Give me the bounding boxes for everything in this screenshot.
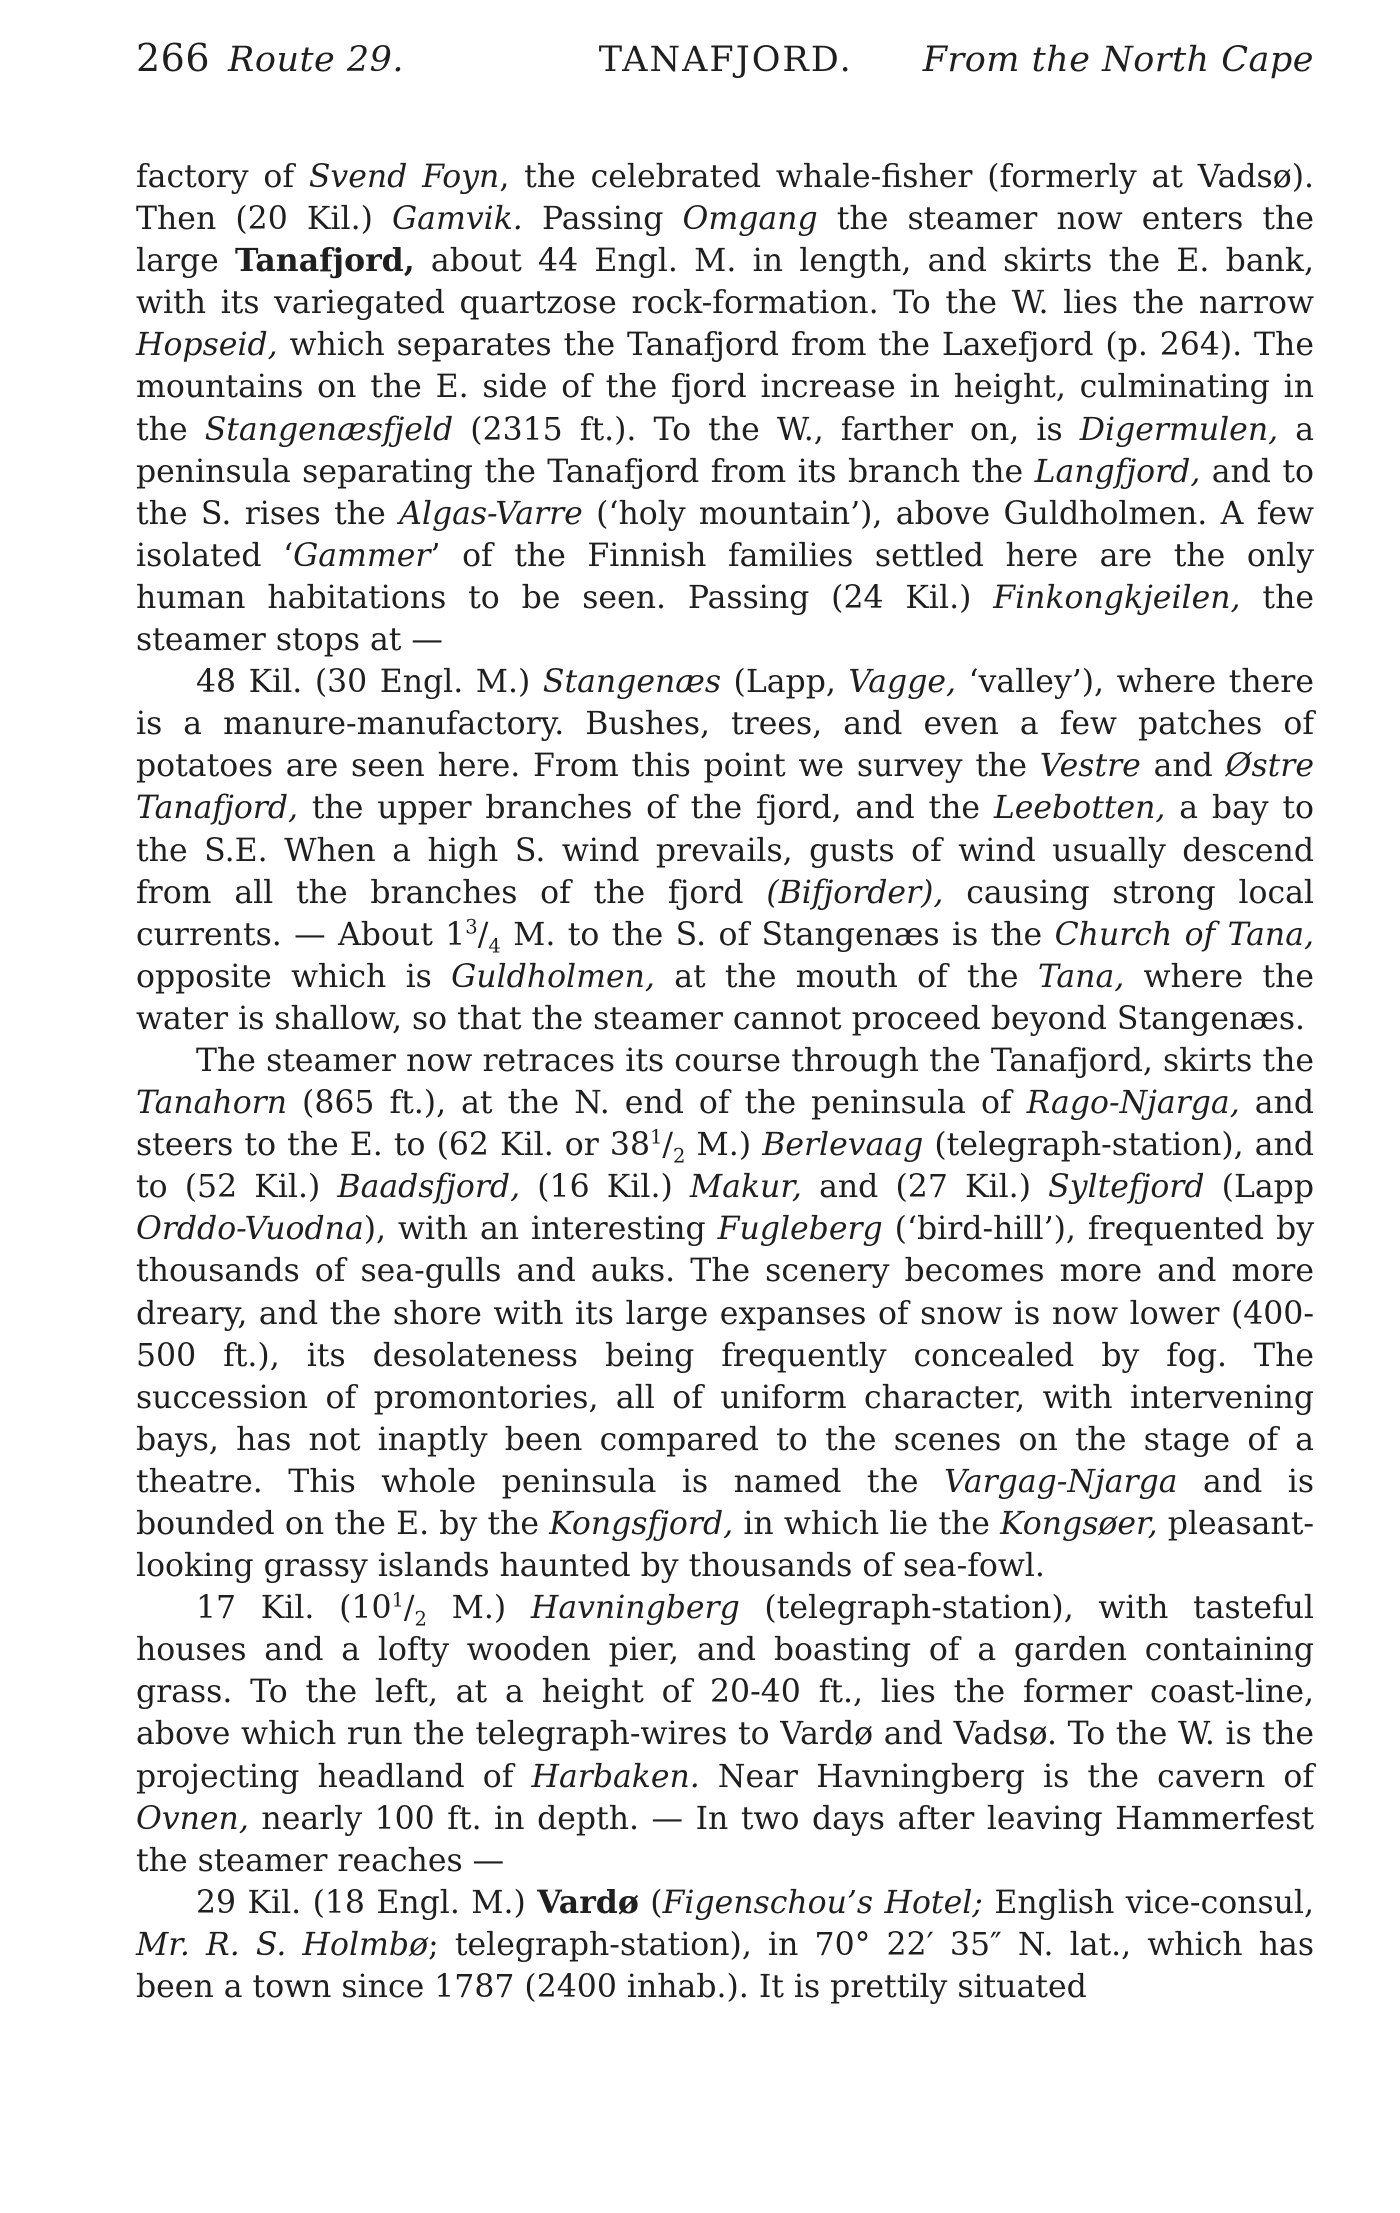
italic-run: Omgang [682, 201, 818, 238]
text-run: ’ of the Finnish families settled here are the only human habitations to be seen. Passing (24 Kil.) [136, 537, 1314, 616]
italic-run: Leebotten, [993, 790, 1166, 827]
paragraph-1 [136, 156, 1314, 661]
text-run: English vice-consul, [982, 1884, 1315, 1921]
body-text [136, 156, 1314, 2008]
text-run: / [477, 916, 489, 953]
paragraph-3 [136, 1040, 1314, 1587]
text-run: M.) [685, 1127, 763, 1164]
header-left [136, 36, 404, 80]
book-page [136, 36, 1314, 2008]
fraction-denominator: 2 [673, 1144, 686, 1168]
italic-run: Mr. R. S. Holmbø [136, 1926, 429, 1963]
paragraph-5 [136, 1882, 1314, 2008]
italic-run: Kongsfjord, [549, 1506, 734, 1542]
italic-run: Stangenæs [542, 664, 722, 701]
running-header [136, 36, 1314, 94]
route-label: Route 29. [228, 40, 405, 80]
italic-run: Kongsøer, [1000, 1506, 1158, 1542]
text-run: and [1140, 748, 1226, 785]
text-run: where the water is shallow, so that the steamer cannot proceed beyond Stangenæs. [136, 958, 1314, 1037]
running-head: From the North Cape [922, 40, 1314, 80]
text-run: nearly 100 ft. in depth. — In two days after leaving Hammerfest the steamer reaches — [136, 1800, 1314, 1879]
italic-run: Stangenæsfjeld [204, 411, 454, 448]
text-run: 17 Kil. (10 [196, 1590, 392, 1627]
text-run: / [662, 1127, 674, 1164]
text-run: (telegraph-station), with tasteful houses and a lofty wooden pier, and boasting of a garden containing grass. To the left, at a height of 20-40 ft., lies the former coast-line, above which run the telegraph-wires to Vardø and Vadsø. To the W. is the projecting headland of [136, 1590, 1314, 1795]
italic-run: Gammer [293, 537, 431, 574]
italic-run: Gamvik. [392, 201, 523, 238]
italic-run: Algas-Varre [399, 495, 583, 532]
text-run: Near Havningberg is the cavern of [699, 1758, 1315, 1795]
paragraph-4 [136, 1587, 1314, 1882]
italic-run: (Bifjorder), [766, 874, 944, 911]
italic-run: Syltefjord [1048, 1169, 1205, 1206]
italic-run: Rago-Njarga, [1026, 1085, 1240, 1122]
text-run: (865 ft.), at the N. end of the peninsula of [287, 1085, 1027, 1122]
text-run: (‘bird-hill’), frequented by thousands of sea-gulls and auks. The scenery becomes more and more dreary, and the shore with its large expanses of snow is now lower (400-500 ft.), its desolateness being frequently concealed by fog. The succession of promontories, all of uniform character, with intervening bays, has not inaptly been compared to the scenes on the stage of a theatre. This whole peninsula is named the [136, 1211, 1314, 1500]
italic-run: Guldholmen, [451, 958, 655, 995]
text-run: and is bounded on the E. by the [136, 1463, 1314, 1542]
text-run: in which lie the [733, 1506, 1001, 1542]
bold-run: Tanafjord, [234, 242, 415, 280]
text-run: ; telegraph-station), in 70° 22′ 35″ N. lat., which has been a town since 1787 (2400 inhab.). It is prettily situated [136, 1926, 1314, 2006]
italic-run: Church of Tana, [1054, 916, 1314, 953]
bold-run: Vardø [537, 1883, 639, 1921]
italic-run: Tanahorn [136, 1085, 288, 1122]
text-run: which separates the Tanafjord from the Laxefjord (p. 264). The mountains on the E. side of the fjord increase in height, culminating in the [136, 327, 1314, 448]
text-run: (telegraph-station), and to (52 Kil.) [136, 1127, 1314, 1206]
italic-run: Figenschou’s Hotel; [662, 1884, 983, 1921]
text-run: the upper branches of the fjord, and the [298, 790, 994, 827]
text-run: the steamer stops at — [136, 579, 1314, 659]
fraction-numerator: 1 [391, 1588, 404, 1612]
text-run: a peninsula separating the Tanafjord from its branch the [136, 411, 1314, 490]
text-run: factory of [136, 159, 309, 195]
text-run: , the celebrated whale-fisher (formerly at Vadsø). Then (20 Kil.) [136, 159, 1314, 238]
fraction-numerator: 3 [465, 915, 478, 939]
italic-run: Orddo-Vuodna [136, 1211, 364, 1248]
italic-run: Vagge, [848, 664, 957, 701]
fraction-denominator: 2 [414, 1607, 427, 1631]
text-run: Passing [522, 201, 683, 238]
fraction-numerator: 1 [650, 1125, 663, 1149]
text-run: ), with an interesting [363, 1211, 718, 1248]
text-run: (Lapp [1204, 1169, 1314, 1206]
text-run: ‘valley’), where there is a manure-manufactory. Bushes, trees, and even a few patches of potatoes are seen here. From this point we survey the [136, 664, 1314, 785]
text-run: causing strong local currents. — About 1 [136, 874, 1314, 953]
italic-run: Fugleberg [717, 1211, 883, 1248]
text-run: 48 Kil. (30 Engl. M.) [196, 664, 543, 701]
italic-run: Langfjord, [1034, 453, 1201, 490]
italic-run: Hopseid, [136, 327, 278, 364]
text-run: and (27 Kil.) [801, 1169, 1049, 1206]
text-run: at the mouth of the [654, 958, 1038, 995]
text-run: the steamer now enters the large [136, 201, 1314, 280]
text-run: a bay to the S.E. When a high S. wind prevails, gusts of wind usually descend from all the branches of the fjord [136, 790, 1315, 911]
italic-run: Vestre [1039, 748, 1141, 785]
text-run: (Lapp, [721, 664, 849, 701]
text-run: / [403, 1590, 415, 1627]
fraction-denominator: 4 [488, 933, 501, 957]
italic-run: Ovnen, [136, 1800, 249, 1837]
italic-run: Digermulen, [1079, 411, 1279, 448]
italic-run: Havningberg [530, 1590, 740, 1627]
page-number: 266 [136, 36, 211, 80]
text-run: opposite which is [136, 958, 452, 995]
text-run: M. to the S. of Stangenæs is the [500, 916, 1055, 953]
text-run: M.) [426, 1590, 531, 1627]
text-run: (16 Kil.) [520, 1169, 690, 1206]
italic-run: Berlevaag [762, 1127, 924, 1164]
paragraph-2 [136, 661, 1314, 1040]
italic-run: Finkongkjeilen, [993, 579, 1241, 616]
text-run: pleasant-looking grassy islands haunted by thousands of sea-fowl. [136, 1506, 1314, 1585]
section-title: TANAFJORD. [598, 40, 853, 80]
text-run: and to the S. rises the [136, 453, 1314, 532]
text-run: ( [638, 1884, 663, 1921]
text-run: and steers to the E. to (62 Kil. or 38 [136, 1085, 1314, 1164]
italic-run: Vargag-Njarga [943, 1463, 1178, 1500]
italic-run: Harbaken. [531, 1758, 700, 1795]
italic-run: Baadsfjord, [337, 1169, 521, 1206]
italic-run: Makur, [689, 1169, 802, 1206]
italic-run: Svend Foyn [308, 159, 500, 195]
italic-run: Tana, [1037, 958, 1125, 995]
italic-run: Østre Tanafjord, [136, 748, 1314, 827]
text-run: (‘holy mountain’), above Guldholmen. A few isolated ‘ [136, 495, 1314, 574]
text-run: The steamer now retraces its course through the Tanafjord, skirts the [196, 1042, 1314, 1079]
text-run: about 44 Engl. M. in length, and skirts the E. bank, with its variegated quartzose rock-formation. To the W. lies the narrow [136, 243, 1314, 322]
text-run: (2315 ft.). To the W., farther on, is [453, 411, 1080, 448]
text-run: 29 Kil. (18 Engl. M.) [196, 1884, 538, 1921]
